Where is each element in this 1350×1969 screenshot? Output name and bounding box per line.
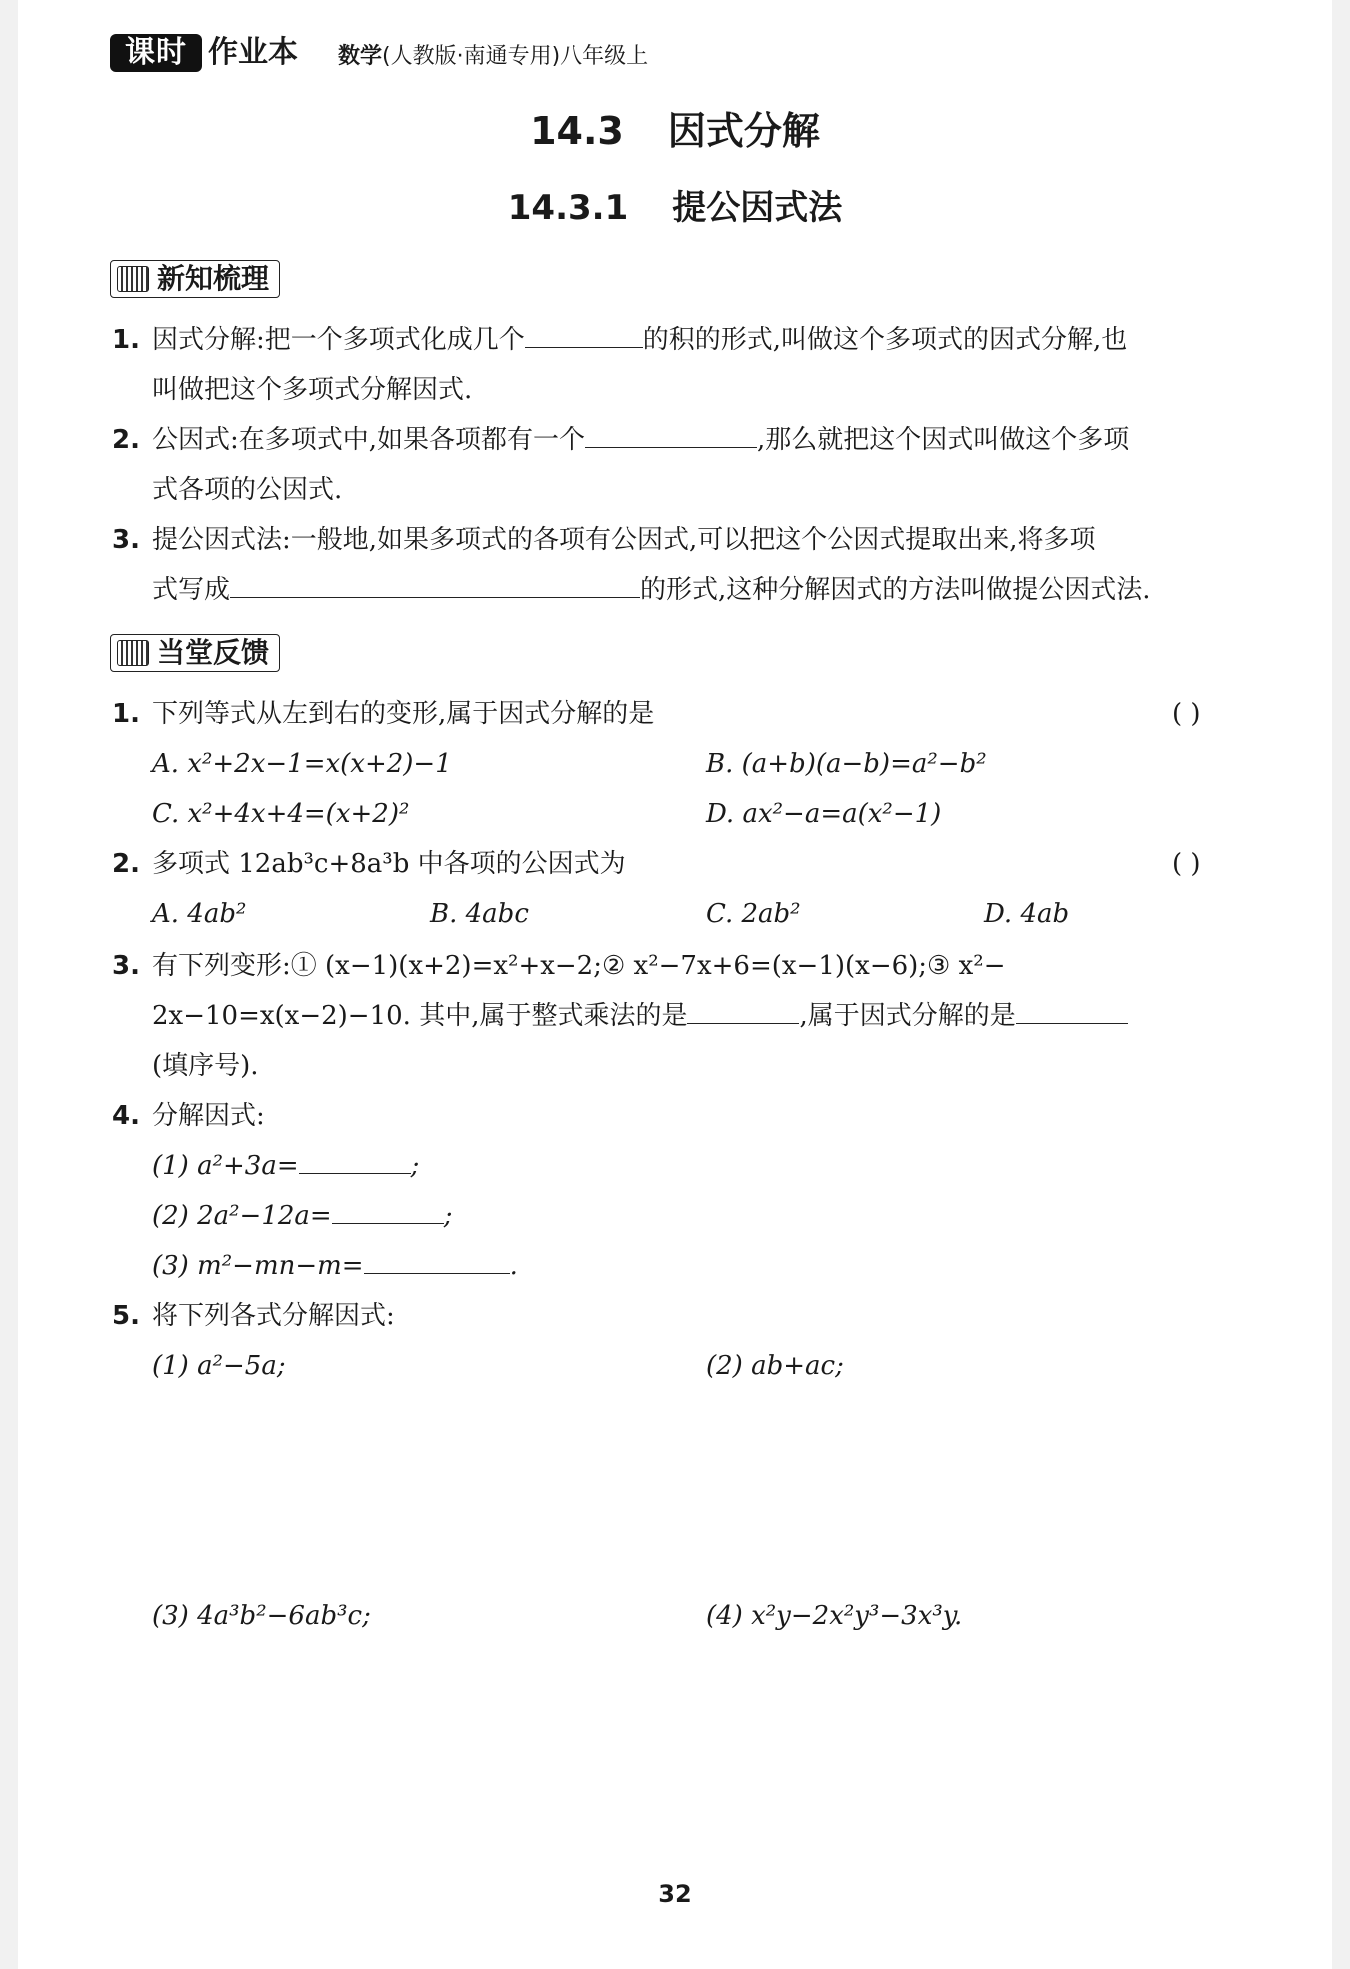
answer-blank[interactable] [230, 573, 640, 598]
question-stem: 有下列变形:① (x−1)(x+2)=x²+x−2;② x²−7x+6=(x−1)(x−6);③ x²− [152, 951, 1006, 981]
part-text [152, 1248, 518, 1284]
item-text-a: 提公因式法:一般地,如果多项式的各项有公因式,可以把这个公因式提取出来,将多项 [152, 525, 1096, 555]
book-logo-text: 作业本 [208, 35, 298, 70]
part-expr: (3) m²−mn−m= [152, 1251, 364, 1281]
section-tag-feedback [110, 634, 280, 672]
option-c[interactable]: C. 2ab² [706, 899, 801, 929]
section-number: 14.3 [530, 109, 624, 153]
page-number: 32 [658, 1880, 692, 1908]
section-tag-knowledge [110, 260, 280, 298]
section-name: 因式分解 [667, 109, 820, 153]
question-text [152, 998, 1128, 1034]
book-logo: 课时 [110, 34, 202, 72]
answer-blank[interactable] [299, 1149, 411, 1174]
item-text-c: 叫做把这个多项式分解因式. [152, 375, 473, 405]
item-text [152, 422, 1129, 458]
subject-name: 数学 [338, 44, 383, 69]
part-end: ; [410, 1151, 420, 1181]
item-text-b: 式写成 [152, 575, 231, 605]
q5-part-2: (2) ab+ac; [706, 1351, 844, 1381]
part-text [152, 1148, 419, 1184]
option-d[interactable]: D. ax²−a=a(x²−1) [706, 799, 942, 829]
item-text [152, 322, 1127, 358]
question-stem: 下列等式从左到右的变形,属于因式分解的是 [152, 699, 655, 729]
item-text-a: 因式分解:把一个多项式化成几个 [152, 325, 525, 355]
book-icon [117, 266, 149, 292]
answer-parentheses[interactable]: ( ) [1172, 699, 1201, 729]
answer-blank[interactable] [585, 423, 757, 448]
item-text-a: 公因式:在多项式中,如果各项都有一个 [152, 425, 586, 455]
question-number: 1. [112, 699, 140, 729]
part-end: ; [443, 1201, 453, 1231]
answer-blank[interactable] [364, 1249, 510, 1274]
subsection-title [0, 180, 1350, 229]
edition-text: (人教版·南通专用)八年级上 [382, 44, 649, 69]
option-a[interactable]: A. x²+2x−1=x(x+2)−1 [152, 749, 452, 779]
item-number: 2. [112, 425, 140, 455]
subsection-number: 14.3.1 [507, 188, 629, 228]
item-text-c: 式各项的公因式. [152, 475, 343, 505]
question-stem: 分解因式: [152, 1101, 265, 1131]
section-tag-label: 当堂反馈 [157, 636, 270, 669]
question-number: 3. [112, 951, 140, 981]
q5-part-1: (1) a²−5a; [152, 1351, 286, 1381]
option-a[interactable]: A. 4ab² [152, 899, 247, 929]
question-stem: 多项式 12ab³c+8a³b 中各项的公因式为 [152, 849, 626, 879]
item-number: 3. [112, 525, 140, 555]
item-text-b: ,那么就把这个因式叫做这个多项 [757, 425, 1130, 455]
section-title [0, 100, 1350, 155]
book-header [110, 30, 1240, 80]
part-text [152, 1198, 452, 1234]
question-number: 2. [112, 849, 140, 879]
book-subject [338, 42, 648, 72]
question-stem: 将下列各式分解因式: [152, 1301, 395, 1331]
answer-parentheses[interactable]: ( ) [1172, 849, 1201, 879]
subsection-name: 提公因式法 [672, 188, 843, 228]
question-number: 4. [112, 1101, 140, 1131]
question-text-b: ,属于因式分解的是 [799, 1001, 1016, 1031]
option-d[interactable]: D. 4ab [984, 899, 1070, 929]
pencil-icon [117, 640, 149, 666]
answer-blank-factorization[interactable] [1016, 999, 1128, 1024]
q5-part-3: (3) 4a³b²−6ab³c; [152, 1601, 371, 1631]
part-expr: (1) a²+3a= [152, 1151, 299, 1181]
item-text [152, 572, 1151, 608]
scan-edge-left [0, 0, 18, 1969]
question-note: (填序号). [152, 1051, 259, 1081]
item-text-c: 的形式,这种分解因式的方法叫做提公因式法. [640, 575, 1151, 605]
option-c[interactable]: C. x²+4x+4=(x+2)² [152, 799, 410, 829]
q5-part-4: (4) x²y−2x²y³−3x³y. [706, 1601, 963, 1631]
section-tag-label: 新知梳理 [157, 262, 270, 295]
part-expr: (2) 2a²−12a= [152, 1201, 332, 1231]
part-end: . [509, 1251, 518, 1281]
question-number: 5. [112, 1301, 140, 1331]
item-text-b: 的积的形式,叫做这个多项式的因式分解,也 [642, 325, 1128, 355]
answer-blank[interactable] [332, 1199, 444, 1224]
answer-blank[interactable] [525, 323, 643, 348]
scan-edge-right [1332, 0, 1350, 1969]
answer-blank-multiplication[interactable] [687, 999, 799, 1024]
question-text-a: 2x−10=x(x−2)−10. 其中,属于整式乘法的是 [152, 1001, 688, 1031]
option-b[interactable]: B. (a+b)(a−b)=a²−b² [706, 749, 987, 779]
option-b[interactable]: B. 4abc [430, 899, 529, 929]
item-number: 1. [112, 325, 140, 355]
